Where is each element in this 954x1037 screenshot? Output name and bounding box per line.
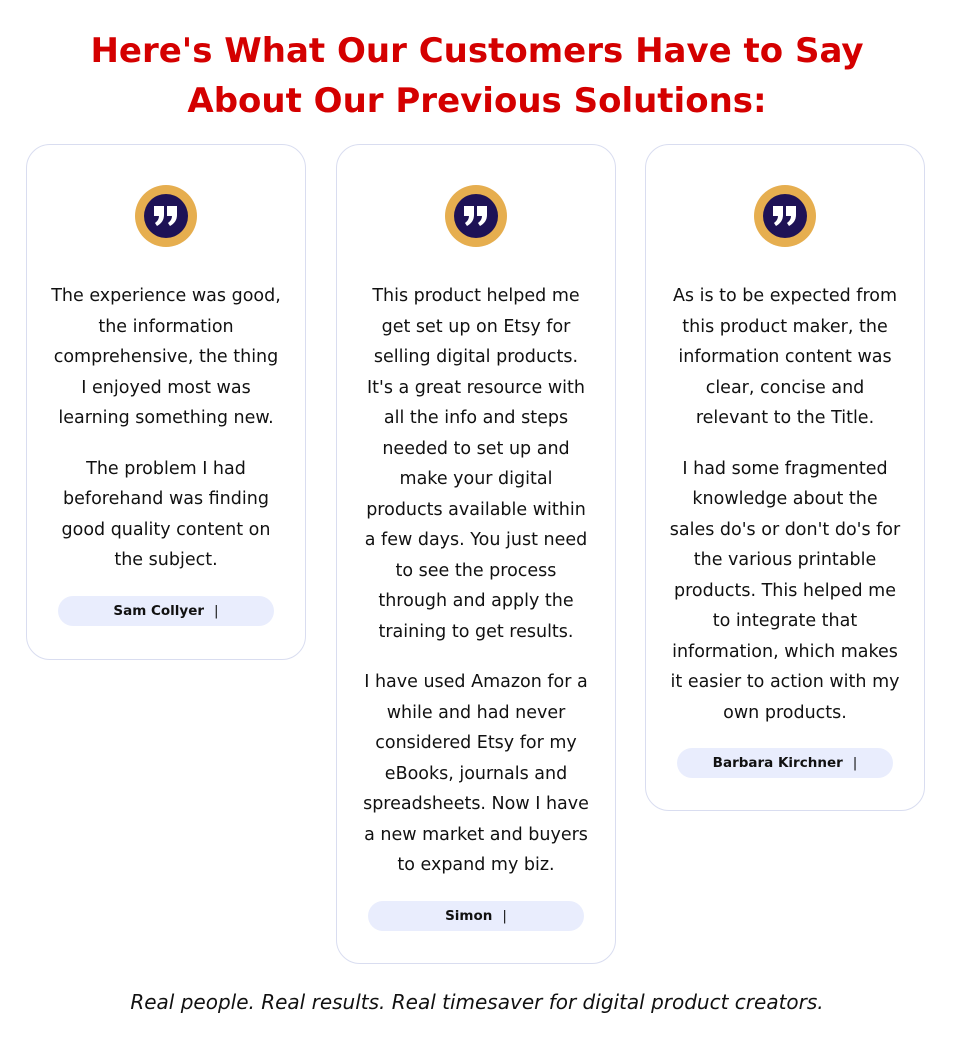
- quote-icon: [454, 194, 498, 238]
- testimonial-paragraph: I had some fragmented knowledge about the sales do's or don't do's for the various printable products. This helped me to integrate that information, which makes it easier to action with my own products.: [669, 458, 901, 723]
- heading-line-1: Here's What Our Customers Have to Say: [90, 31, 864, 71]
- author-separator: |: [502, 907, 507, 924]
- author-name: Sam Collyer: [113, 602, 205, 619]
- author-badge: [368, 901, 584, 931]
- author-separator: |: [214, 602, 219, 619]
- testimonial-paragraph: The problem I had beforehand was finding good quality content on the subject.: [61, 458, 271, 570]
- testimonial-card: [645, 144, 925, 811]
- testimonial-paragraph: As is to be expected from this product maker, the information content was clear, concise and relevant to the Title.: [672, 286, 898, 428]
- author-badge: [677, 748, 893, 778]
- quote-icon: [144, 194, 188, 238]
- author-name: Simon: [445, 907, 493, 924]
- author-badge: [58, 596, 274, 626]
- section-heading: [0, 26, 954, 126]
- author-name: Barbara Kirchner: [712, 755, 843, 771]
- quote-badge: [445, 185, 507, 247]
- quote-icon: [763, 194, 807, 238]
- testimonial-text: [49, 281, 283, 576]
- author-separator: |: [852, 755, 858, 771]
- quote-badge: [754, 185, 816, 247]
- quote-badge: [135, 185, 197, 247]
- testimonial-paragraph: The experience was good, the information comprehensive, the thing I enjoyed most was learning something new.: [51, 286, 281, 428]
- testimonial-paragraph: I have used Amazon for a while and had never considered Etsy for my eBooks, journals and spreadsheets. Now I have a new market and buyers to expand my biz.: [363, 672, 589, 875]
- testimonial-card: [26, 144, 306, 660]
- testimonial-paragraph: This product helped me get set up on Etsy for selling digital products. It's a great resource with all the info and steps needed to set up and make your digital products available within a few days. You just need to see the process through and apply the training to get results.: [364, 286, 588, 642]
- heading-line-2: About Our Previous Solutions:: [187, 81, 767, 121]
- tagline: Real people. Real results. Real timesaver for digital product creators.: [130, 990, 824, 1014]
- testimonial-text: [668, 281, 902, 728]
- testimonial-text: [359, 281, 593, 881]
- testimonial-card: [336, 144, 616, 964]
